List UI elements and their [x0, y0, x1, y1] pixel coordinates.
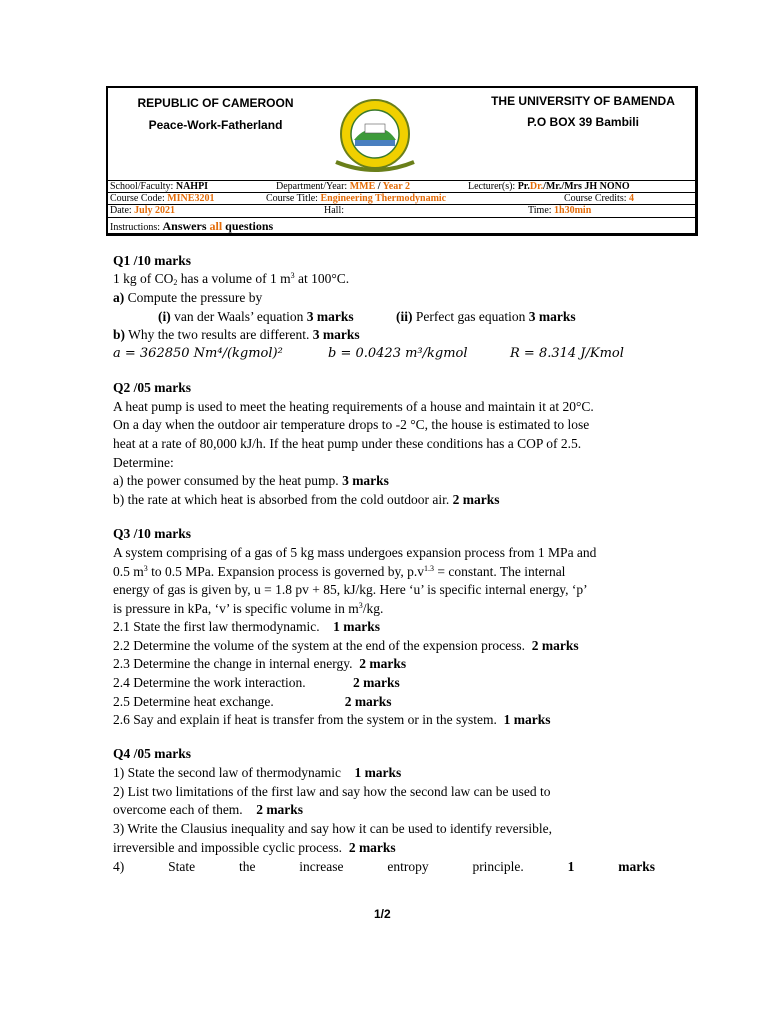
course-title-field: Course Title: Engineering Thermodynamic [266, 193, 447, 204]
q2-part-b: b) the rate at which heat is absorbed from the cold outdoor air. 2 marks [113, 492, 500, 507]
q3-sub-2-6: 2.6 Say and explain if heat is transfer from the system or in the system. 1 marks [113, 712, 551, 727]
info-row-2 [108, 192, 695, 204]
course-credits-field: Course Credits: 4 [564, 193, 634, 204]
exam-header-box [106, 86, 698, 236]
q3-sub-2-5: 2.5 Determine heat exchange. 2 marks [113, 694, 392, 709]
q4-item-4: 4) State the increase entropy principle. 1 marks [113, 859, 655, 874]
page-number: 1/2 [374, 907, 391, 921]
q1-constant-a: a = 362850 Nm⁴/(kgmol)² [113, 346, 283, 361]
university-logo-icon [330, 96, 420, 176]
lecturer-field: Lecturer(s): Pr.Dr./Mr./Mrs JH NONO [468, 181, 630, 192]
q2-heading: Q2 /05 marks [113, 380, 192, 395]
instructions-row [108, 217, 695, 235]
q3-sub-2-3: 2.3 Determine the change in internal energy. 2 marks [113, 656, 407, 671]
q3-sub-2-1: 2.1 State the first law thermodynamic. 1 marks [113, 619, 380, 634]
course-code-field: Course Code: MINE3201 [110, 193, 215, 204]
q4-item-3-line-1: 3) Write the Clausius inequality and say how it can be used to identify reversible, [113, 821, 552, 836]
q3-line-3: energy of gas is given by, u = 1.8 pv + 85, kJ/kg. Here ‘u’ is specific internal energy, ‘p’ [113, 582, 588, 597]
q1-statement: 1 kg of $CO_2$ has a volume of 1 $m^3$ at 100°C. [113, 271, 350, 287]
q3-line-4: is pressure in kPa, ‘v’ is specific volume in $m^3/kg$. [113, 601, 384, 616]
q1-heading: Q1 /10 marks [113, 253, 192, 268]
school-field: School/Faculty: NAHPI [110, 181, 209, 192]
q4-item-2-line-2: overcome each of them. 2 marks [113, 802, 304, 817]
instructions-text: Instructions: Answers all questions [110, 219, 274, 233]
q3-line-1: A system comprising of a gas of 5 kg mass undergoes expansion process from 1 MPa and [113, 545, 597, 560]
country-name: REPUBLIC OF CAMEROON [137, 96, 294, 110]
date-field: Date: July 2021 [110, 205, 175, 216]
university-address: P.O BOX 39 Bambili [527, 115, 639, 129]
hall-field: Hall: [324, 205, 344, 216]
department-field: Department/Year: MME / Year 2 [276, 181, 410, 192]
q4-item-3-line-2: irreversible and impossible cyclic process. 2 marks [113, 840, 396, 855]
country-motto: Peace-Work-Fatherland [148, 118, 283, 132]
q3-sub-2-4: 2.4 Determine the work interaction. 2 marks [113, 675, 400, 690]
q2-line-3: heat at a rate of 80,000 kJ/h. If the heat pump under these conditions has a COP of 2.5. [113, 436, 582, 451]
university-name: THE UNIVERSITY OF BAMENDA [491, 94, 675, 108]
q2-line-2: On a day when the outdoor air temperature drops to -2 °C, the house is estimated to lose [113, 417, 590, 432]
q3-line-2: 0.5 $m^3$ to 0.5 MPa. Expansion process is governed by, $p.v^{1.3}$ = constant. The internal [113, 564, 566, 579]
time-field: Time: 1h30min [528, 205, 592, 216]
q3-sub-2-2: 2.2 Determine the volume of the system at the end of the expension process. 2 marks [113, 638, 579, 653]
info-row-1 [108, 180, 695, 192]
q1-part-b: b) Why the two results are different. 3 marks [113, 327, 360, 342]
q4-item-1: 1) State the second law of thermodynamic 1 marks [113, 765, 402, 780]
q2-part-a: a) the power consumed by the heat pump. 3 marks [113, 473, 389, 488]
q1-part-a: a) Compute the pressure by [113, 290, 263, 305]
q1-part-a-ii: (ii) Perfect gas equation 3 marks [396, 309, 576, 324]
q1-constant-r: R = 8.314 J/Kmol [510, 346, 624, 361]
q4-item-2-line-1: 2) List two limitations of the first law and say how the second law can be used to [113, 784, 551, 799]
q1-part-a-i: (i) van der Waals’ equation 3 marks [158, 309, 354, 324]
q3-heading: Q3 /10 marks [113, 526, 192, 541]
q1-constant-b: b = 0.0423 m³/kgmol [328, 346, 468, 361]
q2-line-4: Determine: [113, 455, 174, 470]
info-row-3 [108, 204, 695, 216]
q2-line-1: A heat pump is used to meet the heating requirements of a house and maintain it at 20°C. [113, 399, 594, 414]
q4-heading: Q4 /05 marks [113, 746, 192, 761]
